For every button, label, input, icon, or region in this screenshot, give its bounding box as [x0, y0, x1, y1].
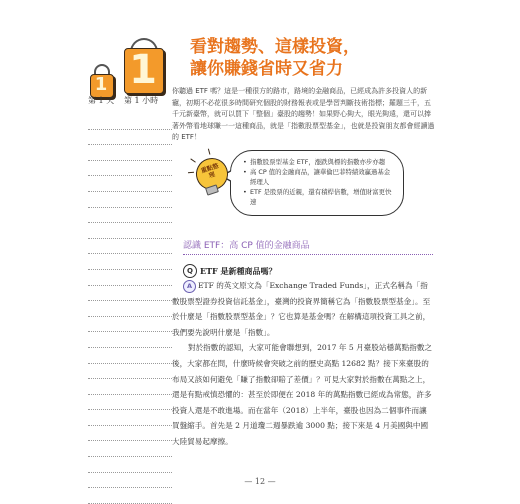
note-line — [88, 114, 172, 130]
section-divider — [183, 254, 433, 255]
note-line — [88, 332, 172, 348]
question-icon: Q — [183, 264, 197, 278]
note-line — [88, 208, 172, 224]
key-point-item: • 指數股票型基金 ETF，漲跌與標的指數亦步亦趨 — [243, 157, 393, 167]
question-text: ETF 是新種商品嗎？ — [200, 266, 277, 276]
light-ray — [188, 172, 194, 174]
note-line — [88, 286, 172, 302]
note-line — [88, 270, 172, 286]
light-ray — [208, 149, 211, 155]
note-line — [88, 254, 172, 270]
hour-number: 1 — [129, 47, 157, 93]
note-line — [88, 161, 172, 177]
answer-paragraph: 對於指數的認知，大家可能會聯想到，2017 年 5 月臺股站穩萬點指數之後，大家都在問，什麼時候會突破之前的歷史高點 12682 點？接下來臺股的布局又該如何避免「賺了指數卻賠了差價」？可見大家對於指數在萬點之上，還是有點戒慎恐懼的：甚至於即便在 2018 年的萬點指數已經成為常態，許多投資人還是不敢進場。而在當年（2018）上半年，臺股也因為二個事件而讓買盤縮手。首先是 2 月道瓊二週暴跌逾 3000 點；接下來是 4 月美國與中國大陸貿易起摩擦。 — [172, 343, 433, 446]
answer-icon: A — [183, 280, 196, 293]
key-points-badge: 重點整理 — [200, 162, 220, 180]
hour-label: 第 1 小時 — [124, 96, 159, 105]
note-lines — [88, 114, 172, 504]
page-number: — 12 — — [244, 477, 276, 486]
note-line — [88, 301, 172, 317]
note-line — [88, 348, 172, 364]
note-line — [88, 364, 172, 380]
title-line-1: 看對趨勢、這樣投資， — [190, 37, 360, 57]
note-line — [88, 395, 172, 411]
note-line — [88, 410, 172, 426]
key-point-item: • 高 CP 值的金融商品，讓華倫巴菲特績效贏過基金經理人 — [243, 167, 393, 187]
note-line — [88, 192, 172, 208]
note-line — [88, 441, 172, 457]
key-point-item: • ETF 是股票的近親，還有積桿倍數，增值財富更快速 — [243, 187, 393, 207]
answer-body — [172, 278, 434, 450]
section-heading: 認識 ETF：高 CP 值的金融商品 — [183, 241, 310, 251]
hour-badge — [124, 38, 162, 92]
light-ray — [190, 158, 196, 163]
day-number: 1 — [94, 74, 108, 95]
note-line — [88, 317, 172, 333]
title-line-2: 讓你賺錢省時又省力 — [190, 59, 343, 79]
note-line — [88, 130, 172, 146]
note-line — [88, 145, 172, 161]
note-line — [88, 239, 172, 255]
note-line — [88, 426, 172, 442]
key-points-list — [231, 151, 403, 207]
key-points-bubble — [230, 150, 404, 216]
answer-paragraph: ETF 的英文原文為「Exchange Traded Funds」，正式名稱為「指數股票型證券投資信託基金」，臺灣的投資界簡稱它為「指數股票型基金」。至於什麼是「指數股票型基金」？它也算是基金嗎？在解構這項投資工具之前，我們要先說明什麼是「指數」。 — [172, 281, 431, 337]
day-hour-badges — [88, 30, 172, 105]
chapter-title — [190, 36, 430, 80]
intro-paragraph: 你聽過 ETF 嗎？這是一種很方的路市，路境的金融商品，已經成為許多投資人的新寵，初期不必花很多時間研究個股的財務報表或是學習判斷技術指標；羅題三千，五千元新臺幣，就可以買下「整個」臺股的趨勢！如果野心夠大，眼光夠遠，還可以捧著外幣看地球賺一一這種商品，就是「指數股票型基金」，也就是投資朋友都會經讀過的 ETF！ — [172, 87, 435, 141]
note-line — [88, 488, 172, 504]
note-line — [88, 457, 172, 473]
note-line — [88, 379, 172, 395]
note-line — [88, 176, 172, 192]
day-label: 第 1 天 — [88, 96, 115, 105]
note-line — [88, 223, 172, 239]
